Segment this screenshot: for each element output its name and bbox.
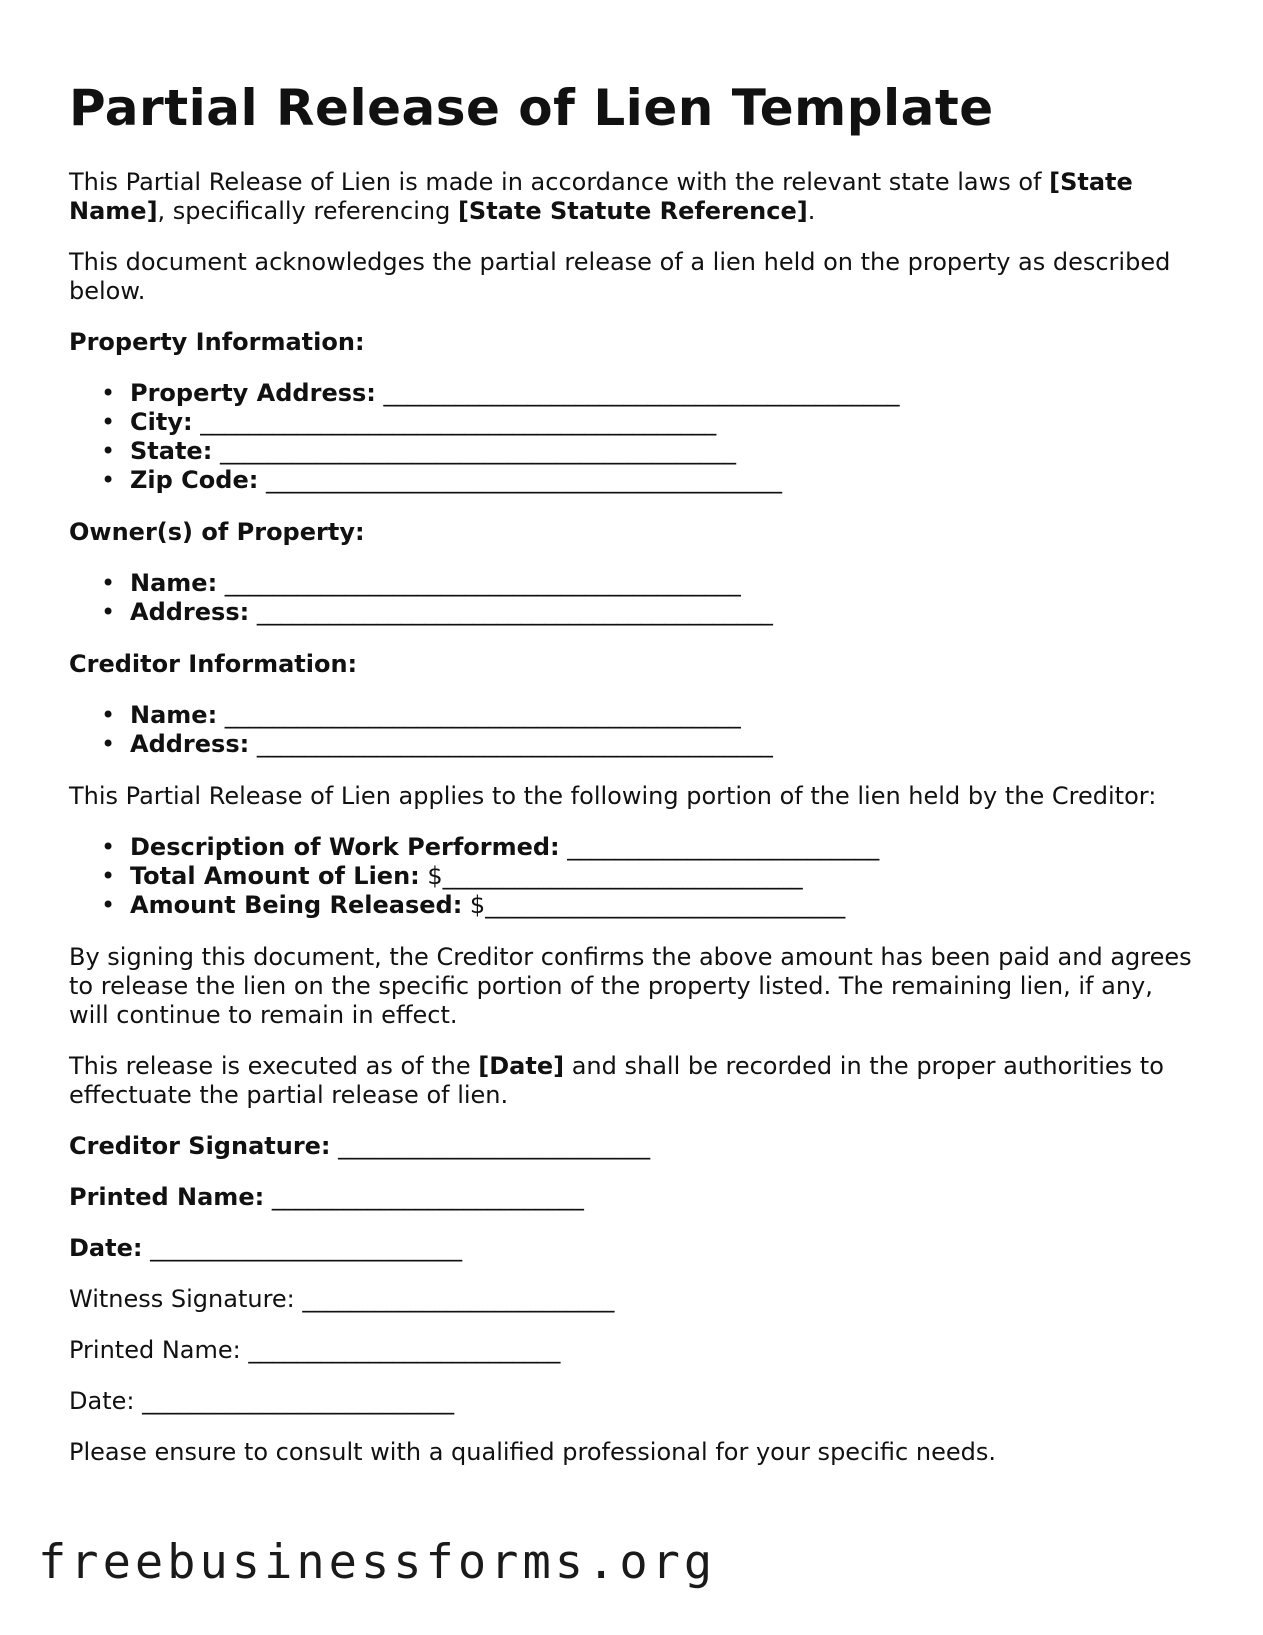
released-amount-field[interactable]: $______________________________: [462, 890, 846, 919]
work-description-field[interactable]: __________________________: [559, 832, 880, 861]
date-placeholder: [Date]: [478, 1051, 565, 1080]
creditor-printed-name-label: Printed Name:: [69, 1182, 265, 1211]
witness-date-field[interactable]: __________________________: [134, 1386, 455, 1415]
document-page: [69, 80, 1199, 1489]
intro-text: .: [807, 196, 816, 225]
portion-list: [69, 833, 1199, 920]
owner-name-label: Name:: [130, 568, 218, 597]
witness-date-line: [69, 1387, 1199, 1416]
creditor-list: [69, 701, 1199, 759]
portion-intro: This Partial Release of Lien applies to the following portion of the lien held by the Creditor:: [69, 781, 1157, 810]
creditor-address-field[interactable]: ___________________________________________: [249, 729, 773, 758]
property-list: [69, 379, 1199, 495]
list-item: [101, 408, 1199, 437]
list-item: [101, 833, 1199, 862]
list-item: [101, 730, 1199, 759]
list-item: [101, 701, 1199, 730]
witness-signature-field[interactable]: __________________________: [294, 1284, 615, 1313]
owner-address-label: Address:: [130, 597, 250, 626]
creditor-date-field[interactable]: __________________________: [142, 1233, 463, 1262]
confirmation-paragraph: By signing this document, the Creditor confirms the above amount has been paid and agrees to release the lien on the specific portion of the property listed. The remaining lien, if any, will continue to remain in effect.: [69, 942, 1192, 1029]
creditor-heading: Creditor Information:: [69, 649, 358, 678]
property-address-label: Property Address:: [130, 378, 376, 407]
creditor-name-label: Name:: [130, 700, 218, 729]
city-label: City:: [130, 407, 193, 436]
creditor-date-label: Date:: [69, 1233, 143, 1262]
property-address-field[interactable]: ___________________________________________: [375, 378, 900, 407]
creditor-printed-name-field[interactable]: __________________________: [264, 1182, 584, 1211]
intro-paragraph: [69, 168, 1199, 226]
zip-code-label: Zip Code:: [130, 465, 259, 494]
released-amount-label: Amount Being Released:: [130, 890, 463, 919]
execution-paragraph: [69, 1052, 1199, 1110]
list-item: [101, 437, 1199, 466]
witness-signature-line: [69, 1285, 1199, 1314]
city-field[interactable]: ___________________________________________: [192, 407, 717, 436]
creditor-address-label: Address:: [130, 729, 250, 758]
creditor-printed-name-line: [69, 1183, 1199, 1212]
state-field[interactable]: ___________________________________________: [212, 436, 736, 465]
owner-name-field[interactable]: ___________________________________________: [217, 568, 741, 597]
owner-address-field[interactable]: ___________________________________________: [249, 597, 773, 626]
witness-signature-label: Witness Signature:: [69, 1284, 295, 1313]
witness-date-label: Date:: [69, 1386, 135, 1415]
acknowledgement-paragraph: This document acknowledges the partial release of a lien held on the property as described below.: [69, 247, 1171, 305]
creditor-signature-label: Creditor Signature:: [69, 1131, 331, 1160]
total-amount-field[interactable]: $______________________________: [419, 861, 803, 890]
intro-text: , specifically referencing: [157, 196, 458, 225]
witness-printed-name-label: Printed Name:: [69, 1335, 241, 1364]
witness-printed-name-line: [69, 1336, 1199, 1365]
work-description-label: Description of Work Performed:: [130, 832, 560, 861]
list-item: [101, 598, 1199, 627]
state-name-placeholder: [State Name]: [69, 167, 1133, 225]
list-item: [101, 379, 1199, 408]
creditor-signature-line: [69, 1132, 1199, 1161]
total-amount-label: Total Amount of Lien:: [130, 861, 420, 890]
state-label: State:: [130, 436, 213, 465]
creditor-name-field[interactable]: ___________________________________________: [217, 700, 741, 729]
list-item: [101, 569, 1199, 598]
witness-printed-name-field[interactable]: __________________________: [240, 1335, 561, 1364]
list-item: [101, 891, 1199, 920]
zip-code-field[interactable]: ___________________________________________: [258, 465, 782, 494]
site-watermark: freebusinessforms.org: [38, 1535, 717, 1590]
intro-text: This Partial Release of Lien is made in accordance with the relevant state laws of: [69, 167, 1050, 196]
owners-list: [69, 569, 1199, 627]
statute-placeholder: [State Statute Reference]: [457, 196, 808, 225]
owners-heading: Owner(s) of Property:: [69, 517, 365, 546]
list-item: [101, 466, 1199, 495]
list-item: [101, 862, 1199, 891]
creditor-date-line: [69, 1234, 1199, 1263]
property-heading: Property Information:: [69, 327, 365, 356]
creditor-signature-field[interactable]: __________________________: [330, 1131, 651, 1160]
page-title: Partial Release of Lien Template: [69, 79, 994, 137]
execution-text: and shall be recorded in the proper authorities to effectuate the partial release of lien.: [69, 1051, 1164, 1109]
execution-text: This release is executed as of the: [69, 1051, 479, 1080]
disclaimer: Please ensure to consult with a qualified professional for your specific needs.: [69, 1437, 996, 1466]
